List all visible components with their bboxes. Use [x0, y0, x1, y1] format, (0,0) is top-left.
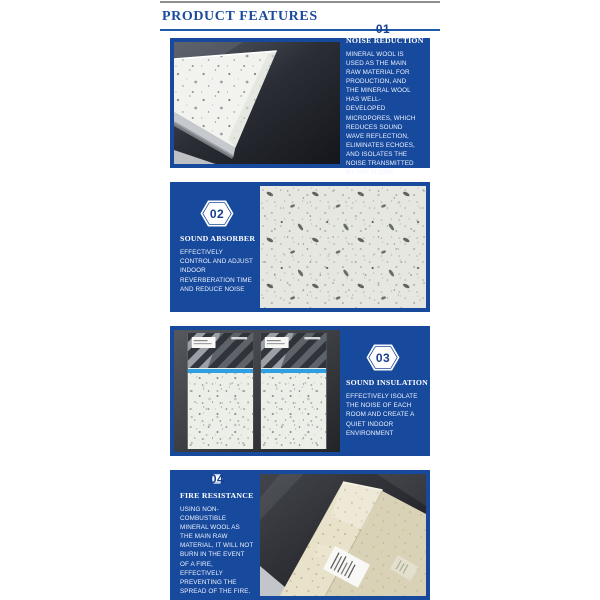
- page-title: PRODUCT FEATURES: [162, 9, 318, 24]
- ceiling-tile-angle-illustration: [174, 42, 340, 164]
- feature-number: 04: [209, 471, 225, 486]
- texture-closeup-illustration: [260, 186, 426, 308]
- hexagon-number-badge: [200, 471, 234, 486]
- feature-title: SOUND ABSORBER: [180, 234, 256, 244]
- hexagon-number-badge: [200, 200, 234, 227]
- feature-title: NOISE REDUCTION: [346, 35, 424, 45]
- feature-section-fire-resistance: [170, 470, 430, 600]
- product-features-block: [160, 0, 440, 600]
- hexagon-number-badge: [366, 344, 400, 371]
- feature-description: EFFECTIVELY ISOLATE THE NOISE OF EACH ROOM AND CREATE A QUIET INDOOR ENVIRONMENT: [346, 393, 418, 437]
- feature-description: MINERAL WOOL IS USED AS THE MAIN RAW MATERIAL FOR PRODUCTION, AND THE MINERAL WOOL HAS WELL-DEVELOPED MICROPORES, WHICH REDUCES SOUND WAVE REFLECTION, ELIMINATES ECHOES, AND ISOLATES THE NOISE TRANSMITTED BY THE FLOOR.: [346, 50, 416, 177]
- sound-absorber-photo: [260, 186, 426, 308]
- feature-text-panel: [340, 35, 426, 177]
- feature-number: 03: [375, 350, 391, 365]
- fire-resistance-photo: [260, 474, 426, 596]
- feature-number: 02: [209, 206, 225, 221]
- feature-title: FIRE RESISTANCE: [180, 490, 254, 500]
- feature-title: SOUND INSULATION: [346, 378, 429, 388]
- top-divider: [160, 1, 440, 3]
- feature-description: USING NON-COMBUSTIBLE MINERAL WOOL AS THE MAIN RAW MATERIAL, IT WILL NOT BURN IN THE EVENT OF A FIRE, EFFECTIVELY PREVENTING THE SPREAD OF THE FIRE.: [180, 505, 254, 595]
- board-edge-illustration: [260, 474, 426, 596]
- feature-section-sound-absorber: [170, 182, 430, 312]
- feature-text-panel: [174, 471, 260, 596]
- title-underline: [160, 29, 440, 31]
- feature-text-panel: [174, 186, 260, 308]
- feature-description: EFFECTIVELY CONTROL AND ADJUST INDOOR REVERBERATION TIME AND REDUCE NOISE: [180, 249, 253, 293]
- sample-boards-illustration: [174, 330, 340, 452]
- feature-section-noise-reduction: [170, 35, 430, 177]
- feature-section-sound-insulation: [170, 326, 430, 456]
- noise-reduction-photo: [174, 42, 340, 164]
- sound-insulation-photo: [174, 330, 340, 452]
- feature-text-panel: [340, 330, 429, 452]
